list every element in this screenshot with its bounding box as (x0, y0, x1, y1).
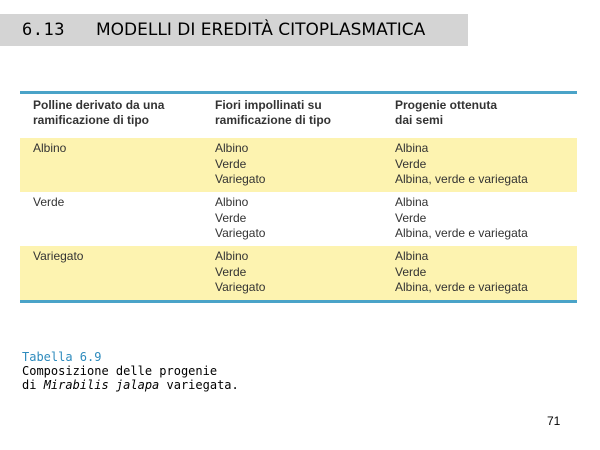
table-row (20, 138, 577, 192)
cell-flowers (215, 141, 395, 192)
header-progeny (395, 98, 577, 138)
caption-suffix: variegata. (159, 378, 239, 392)
cell-progeny (395, 141, 577, 192)
header-text: Fiori impollinati su (215, 98, 322, 112)
caption-text-line3 (22, 378, 239, 392)
cell-text: Verde (215, 210, 247, 225)
cell-text: Verde (395, 264, 427, 279)
cell-text: Albina, verde e variegata (395, 280, 528, 294)
cell-text: Albina (395, 249, 429, 263)
header-text: ramificazione di tipo (33, 113, 150, 127)
cell-text: Variegato (215, 172, 266, 186)
table-caption (22, 350, 239, 392)
cell-text: Verde (215, 264, 247, 279)
cell-text: Albino (215, 249, 249, 263)
cell-pollen: Albino (33, 141, 67, 155)
cell-pollen: Variegato (33, 249, 84, 263)
header-text: Polline derivato da una (33, 98, 165, 112)
table-bottom-rule (20, 300, 577, 303)
section-title: MODELLI DI EREDITÀ CITOPLASMATICA (96, 20, 426, 40)
page-number: 71 (547, 414, 561, 428)
cell-text: Verde (215, 156, 247, 171)
cell-text: Albina, verde e variegata (395, 226, 528, 240)
table-row (20, 192, 577, 246)
header-text: Progenie ottenuta (395, 98, 498, 112)
cell-progeny (395, 195, 577, 246)
cell-text: Albino (215, 195, 249, 209)
cell-text: Variegato (215, 226, 266, 240)
cell-progeny (395, 249, 577, 300)
cell-flowers (215, 195, 395, 246)
cell-text: Albina, verde e variegata (395, 172, 528, 186)
cell-text: Verde (395, 210, 427, 225)
header-pollen (20, 98, 215, 138)
header-text: ramificazione di tipo (215, 113, 332, 127)
cell-text: Albina (395, 141, 429, 155)
cell-text: Albino (215, 141, 249, 155)
header-flowers (215, 98, 395, 138)
caption-text: Composizione delle progenie (22, 364, 218, 378)
cell-text: Variegato (215, 280, 266, 294)
section-number: 6.13 (22, 20, 65, 40)
caption-species: Mirabilis jalapa (43, 378, 160, 392)
cell-pollen: Verde (33, 195, 65, 209)
caption-prefix: di (22, 378, 44, 392)
cell-flowers (215, 249, 395, 300)
cell-text: Verde (395, 156, 427, 171)
header-text: dai semi (395, 113, 444, 127)
table-row (20, 246, 577, 300)
caption-label: Tabella 6.9 (22, 350, 102, 364)
crosses-table (20, 91, 577, 303)
cell-text: Albina (395, 195, 429, 209)
table-header-row (20, 94, 577, 138)
